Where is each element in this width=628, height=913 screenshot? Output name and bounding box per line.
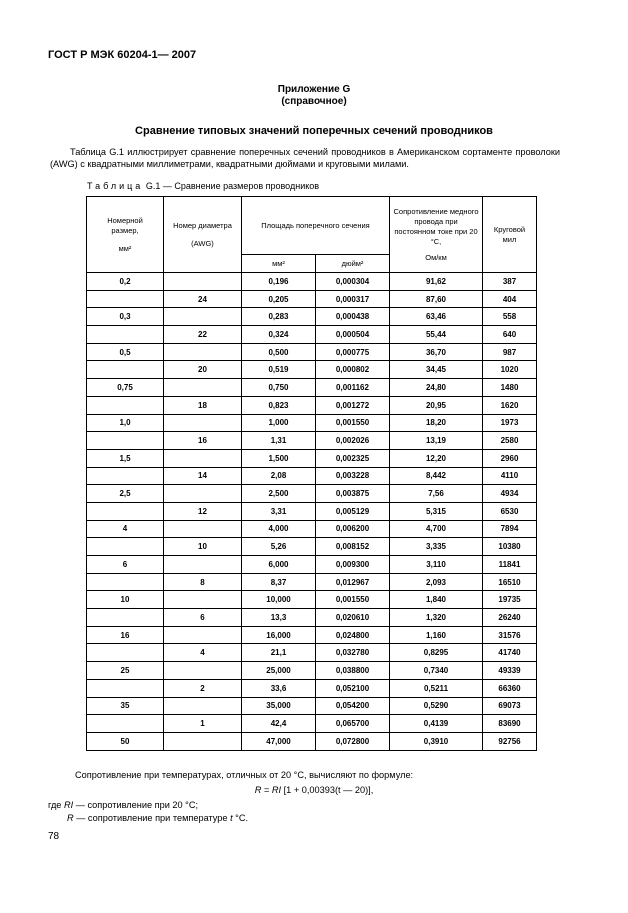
cell-circmil: 1620 xyxy=(483,396,537,414)
cell-area-mm: 13,3 xyxy=(242,609,316,627)
cell-area-in: 0,012967 xyxy=(316,573,390,591)
cell-area-mm: 21,1 xyxy=(242,644,316,662)
table-row xyxy=(87,502,537,520)
cell-area-mm: 1,500 xyxy=(242,449,316,467)
cell-circmil: 6530 xyxy=(483,502,537,520)
cell-nominal xyxy=(87,326,164,344)
cell-circmil: 10380 xyxy=(483,538,537,556)
table-row xyxy=(87,290,537,308)
cell-gauge xyxy=(164,626,242,644)
cell-circmil: 11841 xyxy=(483,556,537,574)
cell-area-mm: 1,000 xyxy=(242,414,316,432)
cell-area-in: 0,001272 xyxy=(316,396,390,414)
cell-area-mm: 0,283 xyxy=(242,308,316,326)
cell-circmil: 83690 xyxy=(483,715,537,733)
table-row xyxy=(87,308,537,326)
cell-nominal xyxy=(87,502,164,520)
cell-gauge xyxy=(164,379,242,397)
cell-nominal: 1,5 xyxy=(87,449,164,467)
cell-area-mm: 0,750 xyxy=(242,379,316,397)
cell-area-in: 0,000775 xyxy=(316,343,390,361)
cell-gauge: 6 xyxy=(164,609,242,627)
cell-gauge xyxy=(164,662,242,680)
cell-nominal xyxy=(87,679,164,697)
cell-area-mm: 0,500 xyxy=(242,343,316,361)
cell-nominal: 0,75 xyxy=(87,379,164,397)
cell-area-mm: 6,000 xyxy=(242,556,316,574)
cell-nominal: 4 xyxy=(87,520,164,538)
table-row xyxy=(87,361,537,379)
cell-circmil: 1020 xyxy=(483,361,537,379)
cell-circmil: 1973 xyxy=(483,414,537,432)
cell-gauge xyxy=(164,414,242,432)
table-row xyxy=(87,591,537,609)
cell-area-mm: 33,6 xyxy=(242,679,316,697)
cell-gauge: 14 xyxy=(164,467,242,485)
cell-nominal: 6 xyxy=(87,556,164,574)
cell-area-mm: 2,500 xyxy=(242,485,316,503)
col-header-nominal xyxy=(87,197,164,273)
cell-circmil: 987 xyxy=(483,343,537,361)
cell-nominal: 50 xyxy=(87,732,164,750)
cell-circmil: 2580 xyxy=(483,432,537,450)
cell-gauge: 18 xyxy=(164,396,242,414)
cell-circmil: 16510 xyxy=(483,573,537,591)
cell-area-in: 0,000304 xyxy=(316,273,390,291)
cell-circmil: 92756 xyxy=(483,732,537,750)
table-row xyxy=(87,715,537,733)
cell-circmil: 640 xyxy=(483,326,537,344)
col-header-resistance-label: Сопротивление медного провода при постоянном токе при 20 °С, xyxy=(393,206,479,246)
cell-gauge xyxy=(164,449,242,467)
cell-nominal xyxy=(87,715,164,733)
cell-nominal: 1,0 xyxy=(87,414,164,432)
cell-nominal xyxy=(87,609,164,627)
cell-nominal xyxy=(87,538,164,556)
cell-area-mm: 0,324 xyxy=(242,326,316,344)
legend-text2: — сопротивление при температуре xyxy=(73,813,231,823)
cell-area-in: 0,020610 xyxy=(316,609,390,627)
cell-circmil: 1480 xyxy=(483,379,537,397)
cell-nominal xyxy=(87,467,164,485)
legend-text3: °С. xyxy=(232,813,249,823)
table-caption-text: G.1 — Сравнение размеров проводников xyxy=(145,181,320,191)
cell-circmil: 19735 xyxy=(483,591,537,609)
cell-resistance: 5,315 xyxy=(390,502,483,520)
col-header-resistance-unit: Ом/км xyxy=(425,252,447,262)
table-row xyxy=(87,732,537,750)
formula-note: Сопротивление при температурах, отличных от 20 °С, вычисляют по формуле: xyxy=(75,770,414,780)
table-body xyxy=(87,273,537,751)
cell-area-mm: 10,000 xyxy=(242,591,316,609)
legend-prefix: где xyxy=(48,800,62,810)
cell-gauge: 24 xyxy=(164,290,242,308)
cell-area-mm: 16,000 xyxy=(242,626,316,644)
cell-gauge: 10 xyxy=(164,538,242,556)
legend-line-2 xyxy=(67,813,248,823)
cell-nominal: 35 xyxy=(87,697,164,715)
col-header-area-label: Площадь поперечного сечения xyxy=(261,220,370,230)
cell-resistance: 34,45 xyxy=(390,361,483,379)
cell-gauge xyxy=(164,732,242,750)
cell-area-mm: 47,000 xyxy=(242,732,316,750)
cell-resistance: 8,442 xyxy=(390,467,483,485)
table-caption-label: Таблица xyxy=(87,181,144,191)
table-row xyxy=(87,538,537,556)
table-row xyxy=(87,626,537,644)
cell-area-in: 0,009300 xyxy=(316,556,390,574)
cell-resistance: 24,80 xyxy=(390,379,483,397)
intro-paragraph: Таблица G.1 иллюстрирует сравнение поперечных сечений проводников в Американском сортаменте проволоки (AWG) с квадратными миллиметрами, квадратными дюймами и круговыми милами. xyxy=(50,147,560,170)
cell-area-mm: 3,31 xyxy=(242,502,316,520)
cell-gauge xyxy=(164,697,242,715)
formula xyxy=(0,785,628,795)
cell-circmil: 404 xyxy=(483,290,537,308)
cell-area-in: 0,001550 xyxy=(316,591,390,609)
appendix-subtitle: (справочное) xyxy=(281,96,347,107)
cell-area-in: 0,000317 xyxy=(316,290,390,308)
col-header-nominal-label: Номерной размер, xyxy=(107,215,143,235)
col-header-area-mm: мм² xyxy=(242,255,316,273)
cell-circmil: 558 xyxy=(483,308,537,326)
cell-resistance: 36,70 xyxy=(390,343,483,361)
cell-circmil: 66360 xyxy=(483,679,537,697)
legend-sym3: t xyxy=(230,813,233,823)
cell-circmil: 26240 xyxy=(483,609,537,627)
cell-nominal: 16 xyxy=(87,626,164,644)
col-header-area-in: дюйм² xyxy=(316,255,390,273)
legend-sym2: R xyxy=(67,813,74,823)
cell-nominal: 25 xyxy=(87,662,164,680)
cell-resistance: 0,4139 xyxy=(390,715,483,733)
table-row xyxy=(87,449,537,467)
table-row xyxy=(87,273,537,291)
cell-resistance: 1,320 xyxy=(390,609,483,627)
table-caption xyxy=(87,181,319,191)
cell-resistance: 63,46 xyxy=(390,308,483,326)
cell-area-mm: 4,000 xyxy=(242,520,316,538)
table-row xyxy=(87,326,537,344)
cell-resistance: 0,3910 xyxy=(390,732,483,750)
cell-area-mm: 0,519 xyxy=(242,361,316,379)
cell-gauge: 16 xyxy=(164,432,242,450)
cell-gauge: 20 xyxy=(164,361,242,379)
cell-nominal: 2,5 xyxy=(87,485,164,503)
col-header-gauge xyxy=(164,197,242,273)
cell-area-mm: 35,000 xyxy=(242,697,316,715)
legend-line-1 xyxy=(48,800,198,810)
cell-resistance: 0,5211 xyxy=(390,679,483,697)
cell-area-mm: 0,823 xyxy=(242,396,316,414)
col-header-nominal-unit: мм² xyxy=(118,243,132,253)
cell-area-in: 0,032780 xyxy=(316,644,390,662)
cell-resistance: 55,44 xyxy=(390,326,483,344)
cell-gauge xyxy=(164,308,242,326)
cell-area-in: 0,072800 xyxy=(316,732,390,750)
cell-gauge xyxy=(164,591,242,609)
table-row xyxy=(87,485,537,503)
cell-resistance: 3,110 xyxy=(390,556,483,574)
cell-circmil: 49339 xyxy=(483,662,537,680)
table-row xyxy=(87,609,537,627)
formula-r1: RI xyxy=(271,785,282,795)
cell-area-in: 0,003875 xyxy=(316,485,390,503)
cell-area-in: 0,002325 xyxy=(316,449,390,467)
cell-area-in: 0,054200 xyxy=(316,697,390,715)
formula-rest: [1 + 0,00393(t — 20)], xyxy=(281,785,374,795)
cell-area-in: 0,005129 xyxy=(316,502,390,520)
formula-eq: = xyxy=(261,785,272,795)
cell-area-in: 0,000438 xyxy=(316,308,390,326)
formula-lhs: R xyxy=(254,785,262,795)
cell-area-mm: 1,31 xyxy=(242,432,316,450)
cell-resistance: 91,62 xyxy=(390,273,483,291)
cell-area-in: 0,000802 xyxy=(316,361,390,379)
table-row xyxy=(87,697,537,715)
table-row xyxy=(87,414,537,432)
cell-area-in: 0,006200 xyxy=(316,520,390,538)
table-row xyxy=(87,379,537,397)
cell-gauge xyxy=(164,485,242,503)
cell-resistance: 4,700 xyxy=(390,520,483,538)
table-row xyxy=(87,520,537,538)
cell-resistance: 0,7340 xyxy=(390,662,483,680)
col-header-gauge-unit: (AWG) xyxy=(191,238,214,248)
cell-circmil: 7894 xyxy=(483,520,537,538)
page-number: 78 xyxy=(48,831,60,842)
cell-gauge: 1 xyxy=(164,715,242,733)
table-row xyxy=(87,396,537,414)
table-row xyxy=(87,343,537,361)
appendix-title: Приложение G xyxy=(277,84,351,95)
col-header-resistance xyxy=(390,197,483,273)
cell-resistance: 7,56 xyxy=(390,485,483,503)
cell-resistance: 18,20 xyxy=(390,414,483,432)
cell-resistance: 12,20 xyxy=(390,449,483,467)
cell-circmil: 69073 xyxy=(483,697,537,715)
cell-area-mm: 2,08 xyxy=(242,467,316,485)
cell-area-mm: 0,205 xyxy=(242,290,316,308)
cell-area-in: 0,003228 xyxy=(316,467,390,485)
cell-resistance: 0,8295 xyxy=(390,644,483,662)
cell-resistance: 87,60 xyxy=(390,290,483,308)
table-row xyxy=(87,662,537,680)
cell-gauge xyxy=(164,520,242,538)
cell-resistance: 13,19 xyxy=(390,432,483,450)
cell-area-in: 0,052100 xyxy=(316,679,390,697)
cell-resistance: 20,95 xyxy=(390,396,483,414)
cell-nominal: 0,5 xyxy=(87,343,164,361)
cell-nominal: 0,3 xyxy=(87,308,164,326)
cell-gauge xyxy=(164,273,242,291)
col-header-circmil xyxy=(483,197,537,273)
cell-circmil: 41740 xyxy=(483,644,537,662)
cell-gauge: 4 xyxy=(164,644,242,662)
table-row xyxy=(87,573,537,591)
cell-circmil: 31576 xyxy=(483,626,537,644)
cell-nominal: 0,2 xyxy=(87,273,164,291)
table-row xyxy=(87,679,537,697)
cell-nominal: 10 xyxy=(87,591,164,609)
cell-resistance: 2,093 xyxy=(390,573,483,591)
cell-nominal xyxy=(87,432,164,450)
cell-resistance: 3,335 xyxy=(390,538,483,556)
legend-text1: — сопротивление при 20 °С; xyxy=(73,800,199,810)
cell-area-in: 0,000504 xyxy=(316,326,390,344)
cell-circmil: 2960 xyxy=(483,449,537,467)
section-title: Сравнение типовых значений поперечных сечений проводников xyxy=(135,125,493,137)
cell-gauge xyxy=(164,343,242,361)
col-header-area xyxy=(242,197,390,255)
appendix-heading xyxy=(0,84,628,108)
table-row xyxy=(87,644,537,662)
cell-gauge xyxy=(164,556,242,574)
cell-circmil: 4934 xyxy=(483,485,537,503)
cell-area-in: 0,038800 xyxy=(316,662,390,680)
legend-sym1: RI xyxy=(63,800,74,810)
col-header-gauge-label: Номер диаметра xyxy=(173,220,232,230)
cell-gauge: 12 xyxy=(164,502,242,520)
cell-area-mm: 5,26 xyxy=(242,538,316,556)
cell-resistance: 0,5290 xyxy=(390,697,483,715)
cell-circmil: 4110 xyxy=(483,467,537,485)
cell-area-in: 0,002026 xyxy=(316,432,390,450)
cell-area-in: 0,008152 xyxy=(316,538,390,556)
col-header-circmil-label: Круговой мил xyxy=(493,224,526,244)
cell-nominal xyxy=(87,644,164,662)
conductor-table xyxy=(86,196,537,751)
cell-resistance: 1,840 xyxy=(390,591,483,609)
cell-circmil: 387 xyxy=(483,273,537,291)
table-row xyxy=(87,432,537,450)
cell-nominal xyxy=(87,396,164,414)
cell-area-mm: 42,4 xyxy=(242,715,316,733)
cell-gauge: 22 xyxy=(164,326,242,344)
cell-nominal xyxy=(87,573,164,591)
table-row xyxy=(87,467,537,485)
cell-area-mm: 0,196 xyxy=(242,273,316,291)
cell-nominal xyxy=(87,361,164,379)
cell-gauge: 8 xyxy=(164,573,242,591)
cell-area-in: 0,024800 xyxy=(316,626,390,644)
table-row xyxy=(87,556,537,574)
cell-gauge: 2 xyxy=(164,679,242,697)
cell-area-mm: 8,37 xyxy=(242,573,316,591)
cell-area-in: 0,001550 xyxy=(316,414,390,432)
cell-nominal xyxy=(87,290,164,308)
cell-resistance: 1,160 xyxy=(390,626,483,644)
cell-area-mm: 25,000 xyxy=(242,662,316,680)
cell-area-in: 0,001162 xyxy=(316,379,390,397)
cell-area-in: 0,065700 xyxy=(316,715,390,733)
document-header: ГОСТ Р МЭК 60204-1— 2007 xyxy=(48,49,197,61)
